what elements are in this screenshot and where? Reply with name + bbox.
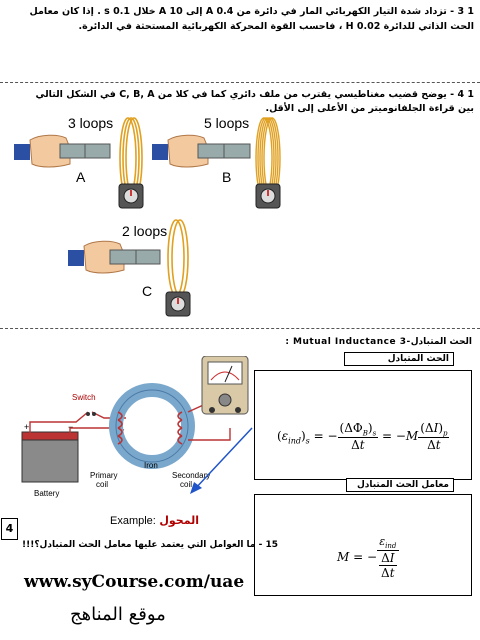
figure-c	[68, 220, 190, 316]
battery-minus: −	[68, 422, 74, 432]
primary-coil-label: Primary	[90, 471, 118, 480]
question-15: 15 - ما العوامل التي يعتمد عليها معامل الحث المتبادل؟!!!	[22, 540, 279, 550]
example-word: المحول	[159, 514, 200, 527]
figure-a-letter: A	[76, 169, 86, 185]
divider	[0, 82, 480, 83]
secondary-coil-label-2: coil	[180, 480, 193, 489]
switch-label: Switch	[72, 393, 96, 402]
figure-b	[152, 115, 280, 208]
footer-url[interactable]: www.syCourse.com/uae	[24, 572, 245, 592]
example-line	[110, 514, 199, 527]
iron-label: Iron	[144, 461, 158, 470]
mutual-induction-box	[254, 370, 472, 480]
question-13-text: تزداد شدة التيار الكهربائي المار في دائرة من A 0.4 إلى A 10 خلال s 0.1 . إذا كان معامل الحث الذاتي للدائرة H 0.02 ، فاحسب القوة المحركة الكهربائية المستحثة في الدائرة.	[29, 6, 474, 32]
question-13-number: 1 3 -	[450, 6, 474, 17]
figure-c-letter: C	[142, 283, 153, 299]
divider-2	[0, 328, 480, 329]
figure-a	[14, 115, 143, 208]
question-13	[6, 4, 474, 34]
section-3-title	[285, 337, 472, 347]
footer-site-name: موقع المناهج	[70, 604, 166, 625]
mutual-emf-equation: $(\varepsilon_{ind})_s$ = − $\frac{(\Delta\Phi_B)_s}{\Delta t}$ = −M $\frac{(\Delta I)_p}{\Delta t}$	[277, 421, 448, 453]
question-14-text: يوضح قضيب مغناطيسي يقترب من ملف دائري كما في كلا من C, B, A في الشكل التالي	[35, 89, 447, 100]
page-number: 4	[1, 518, 18, 540]
example-label: Example:	[110, 515, 156, 527]
figure-b-loops: 5 loops	[204, 115, 250, 131]
arrow-icon	[186, 424, 256, 496]
question-14-text-2: بين قراءة الجلفانوميتر من الأعلى إلى الأقل.	[265, 103, 474, 114]
question-14-number: 1 4 -	[450, 89, 474, 100]
box-2-header: معامل الحث المتبادل	[346, 478, 454, 492]
figure-c-loops: 2 loops	[122, 223, 168, 239]
figure-b-letter: B	[222, 169, 232, 185]
battery-label: Battery	[34, 489, 60, 498]
box-1-header: الحث المتبادل	[344, 352, 454, 366]
primary-coil-label-2: coil	[96, 480, 109, 489]
figure-a-loops: 3 loops	[68, 115, 114, 131]
mutual-coefficient-box	[254, 494, 472, 596]
secondary-coil-label: Secondary	[172, 471, 211, 480]
section-3-title-en: : Mutual Inductance	[285, 337, 397, 347]
battery-plus: +	[24, 422, 30, 432]
section-3-title-ar: 3-الحث المتبادل	[399, 337, 472, 347]
magnet-coil-figure	[0, 108, 480, 326]
mutual-coefficient-equation: M = − $\frac{\varepsilon_{ind}}{\frac{\Delta I}{\Delta t}}$	[337, 535, 399, 580]
